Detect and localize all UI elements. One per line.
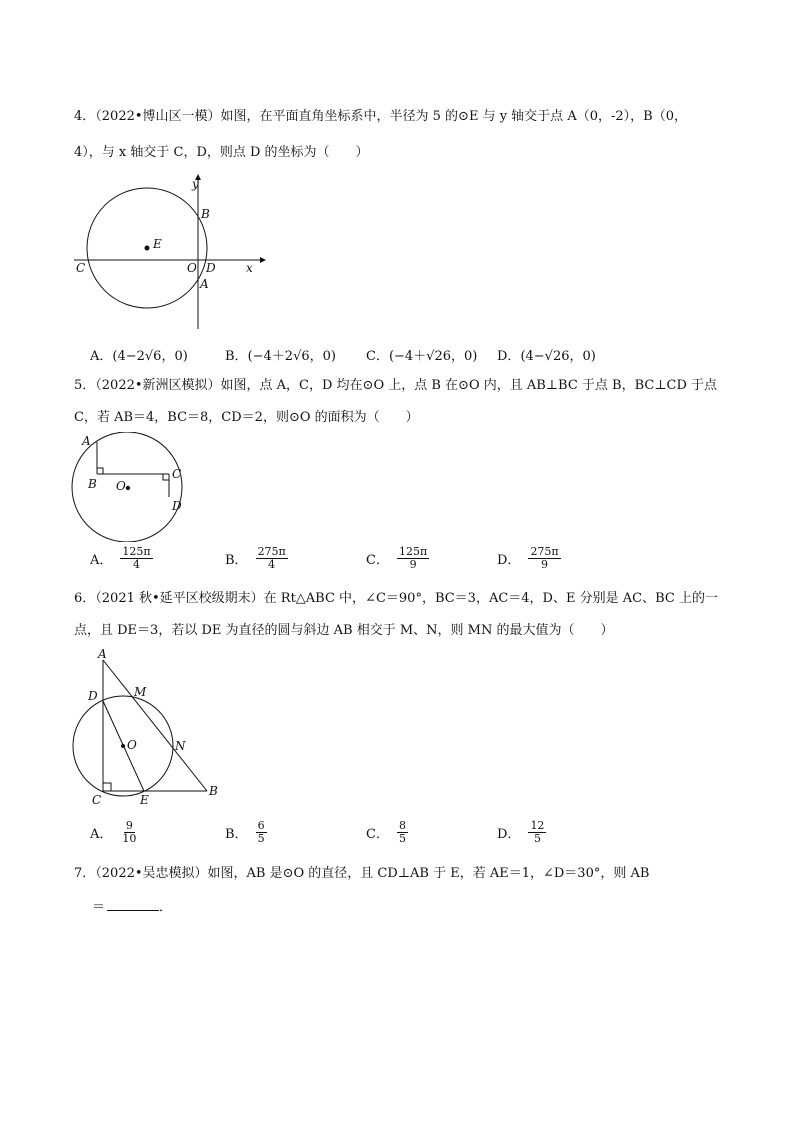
- q5-figure: [68, 432, 198, 542]
- label-d: D: [206, 261, 216, 275]
- q4-option-b[interactable]: [225, 345, 336, 364]
- q4-text-line1: 4．（2022•博山区一模）如图，在平面直角坐标系中，半径为 5 的⊙E 与 y 轴交于点 A（0，-2），B（0，: [74, 109, 687, 124]
- option-label: B．: [225, 827, 248, 842]
- option-fraction: $\frac{125\pi}{9}$: [398, 545, 428, 571]
- label-b: B: [209, 784, 218, 798]
- option-fraction: $\frac{275\pi}{4}$: [257, 545, 286, 571]
- q4-option-d[interactable]: [497, 345, 596, 364]
- option-fraction: $\frac{6}{5}$: [257, 819, 265, 845]
- label-o: O: [127, 738, 137, 752]
- option-fraction: $\frac{12}{5}$: [530, 819, 545, 845]
- q4-figure: [70, 172, 270, 332]
- option-fraction: $\frac{9}{10}$: [122, 819, 137, 845]
- q7-prefix: ＝: [92, 900, 106, 915]
- label-b: B: [88, 477, 97, 491]
- right-angle-b-icon: [97, 468, 103, 474]
- q6-figure: [68, 644, 228, 809]
- q6-text-line1: 6．（2021 秋•延平区校级期末）在 Rt△ABC 中，∠C＝90°，BC＝3，AC＝4，D、E 分别是 AC、BC 上的一: [74, 591, 718, 606]
- label-a: A: [200, 277, 209, 291]
- option-label: C．: [366, 553, 389, 568]
- answer-blank[interactable]: [107, 898, 159, 911]
- option-label: B．: [225, 349, 248, 364]
- q4-option-c[interactable]: [366, 345, 477, 364]
- option-label: A．: [90, 553, 113, 568]
- label-o: O: [187, 261, 197, 275]
- q4-option-a[interactable]: [90, 345, 188, 364]
- option-label: A．: [90, 349, 113, 364]
- option-text: (4−2√6，0): [112, 349, 188, 364]
- q5-text-line2: C，若 AB＝4，BC＝8，CD＝2，则⊙O 的面积为（ ）: [74, 410, 419, 425]
- label-e: E: [140, 793, 149, 807]
- q7-text-line2: [92, 898, 172, 918]
- label-a: A: [98, 647, 107, 661]
- option-label: D．: [497, 349, 521, 364]
- center-o-point: [126, 486, 130, 490]
- option-label: D．: [497, 827, 521, 842]
- right-angle-c-icon: [163, 474, 169, 480]
- q7-text-line1: 7．（2022•吴忠模拟）如图，AB 是⊙O 的直径，且 CD⊥AB 于 E，若 AE＝1，∠D＝30°，则 AB: [74, 866, 650, 881]
- q7-suffix: ．: [159, 900, 173, 915]
- label-c: C: [76, 261, 86, 275]
- x-axis-arrow-icon: [260, 257, 266, 263]
- option-text: (−4＋√26，0): [388, 349, 478, 364]
- label-o: O: [116, 479, 126, 493]
- option-label: D．: [497, 553, 521, 568]
- q5-option-b[interactable]: [225, 546, 288, 571]
- label-d: D: [172, 499, 182, 513]
- option-fraction: $\frac{8}{5}$: [398, 819, 406, 845]
- label-b: B: [201, 207, 210, 221]
- q5-text-line1: 5．（2022•新洲区模拟）如图，点 A，C，D 均在⊙O 上，点 B 在⊙O 内，且 AB⊥BC 于点 B，BC⊥CD 于点: [74, 378, 718, 393]
- label-c: C: [92, 793, 102, 807]
- option-label: A．: [90, 827, 113, 842]
- q6-option-b[interactable]: [225, 820, 267, 845]
- q5-option-c[interactable]: [366, 546, 429, 571]
- q6-option-a[interactable]: [90, 820, 138, 845]
- option-text: (−4＋2√6，0): [247, 349, 336, 364]
- q6-text-line2: 点，且 DE＝3，若以 DE 为直径的圆与斜边 AB 相交于 M、N，则 MN 的最大值为（ ）: [74, 623, 614, 638]
- q4-text-line2: 4），与 x 轴交于 C，D，则点 D 的坐标为（ ）: [74, 145, 369, 160]
- center-e-point: [145, 246, 150, 251]
- q6-option-c[interactable]: [366, 820, 408, 845]
- label-c: C: [172, 467, 182, 481]
- q5-option-a[interactable]: [90, 546, 153, 571]
- label-m: M: [134, 685, 147, 699]
- label-a: A: [82, 434, 91, 448]
- option-fraction: $\frac{275\pi}{9}$: [530, 545, 559, 571]
- side-ab: [103, 660, 207, 791]
- option-label: B．: [225, 553, 248, 568]
- option-text: (4−√26，0): [520, 349, 596, 364]
- label-e: E: [153, 237, 162, 251]
- option-label: C．: [366, 827, 389, 842]
- label-y: y: [192, 177, 199, 191]
- right-angle-c-icon: [103, 783, 111, 791]
- label-d: D: [88, 689, 98, 703]
- label-x: x: [246, 261, 253, 275]
- option-label: C．: [366, 349, 389, 364]
- center-o-point: [121, 744, 125, 748]
- label-n: N: [175, 739, 186, 753]
- q5-option-d[interactable]: [497, 546, 561, 571]
- option-fraction: $\frac{125\pi}{4}$: [122, 545, 151, 571]
- q6-option-d[interactable]: [497, 820, 546, 845]
